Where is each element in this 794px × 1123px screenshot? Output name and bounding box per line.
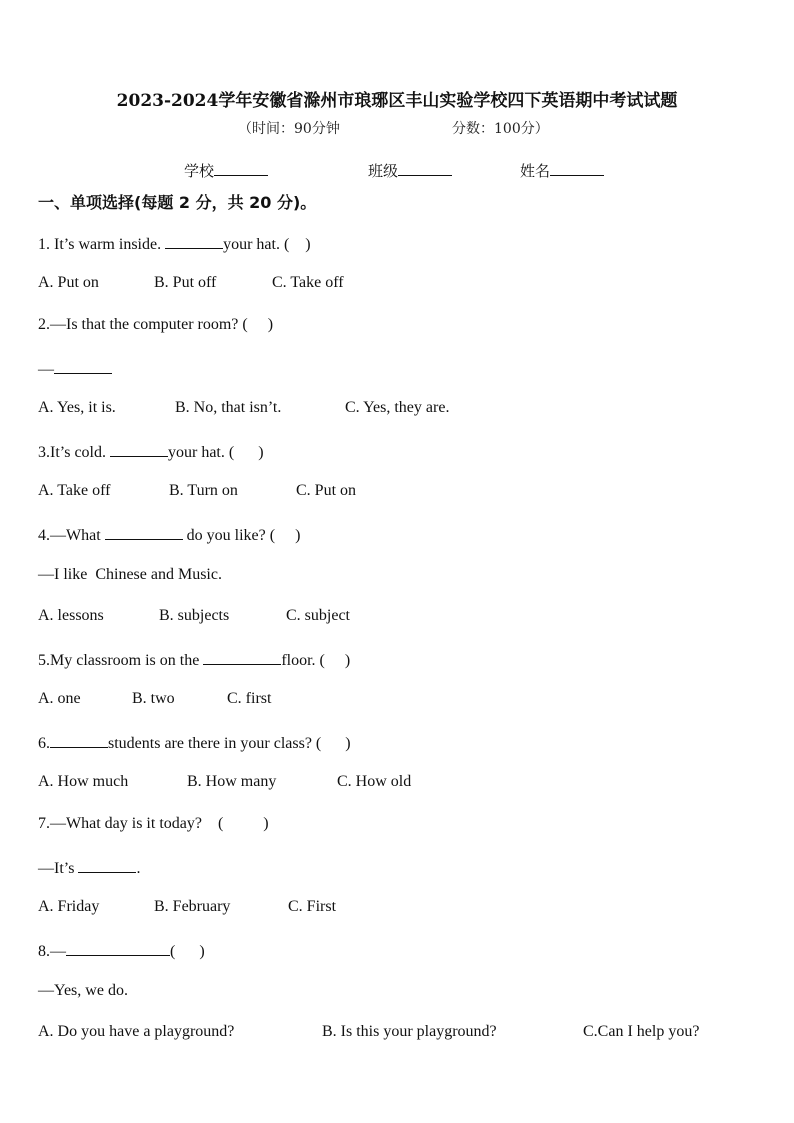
q3-blank[interactable] <box>110 441 168 457</box>
exam-time: （时间：90分钟 <box>238 121 340 137</box>
q4-option-c[interactable]: C. subject <box>286 607 350 624</box>
name-field[interactable] <box>520 160 604 181</box>
q1-option-a[interactable]: A. Put on <box>38 274 99 291</box>
q5-blank[interactable] <box>203 649 281 665</box>
q6-option-a[interactable]: A. How much <box>38 773 129 790</box>
q1-option-b[interactable]: B. Put off <box>154 274 217 291</box>
question-4 <box>38 524 300 545</box>
class-field[interactable] <box>368 160 452 181</box>
q5-option-b[interactable]: B. two <box>132 690 175 707</box>
section-heading: 一、单项选择(每题 2 分，共 20 分)。 <box>38 193 317 212</box>
q6-option-c[interactable]: C. How old <box>337 773 412 790</box>
school-field[interactable] <box>184 160 268 181</box>
q8-stem-b: ( ) <box>170 943 205 960</box>
question-2: 2.—Is that the computer room? ( ) <box>38 316 274 333</box>
q3-option-c[interactable]: C. Put on <box>296 482 357 499</box>
q8-stem-a: 8.— <box>38 943 66 960</box>
q4-blank[interactable] <box>105 524 183 540</box>
q3-option-a[interactable]: A. Take off <box>38 482 111 499</box>
q1-stem-a: 1. It’s warm inside. <box>38 236 166 253</box>
exam-title: 2023-2024学年安徽省滁州市琅琊区丰山实验学校四下英语期中考试试题 <box>116 91 678 111</box>
q8-option-b[interactable]: B. Is this your playground? <box>322 1023 497 1040</box>
class-label: 班级 <box>368 162 399 180</box>
q1-stem-b: your hat. ( ) <box>223 236 311 253</box>
q7-blank[interactable] <box>78 857 136 873</box>
q7-option-a[interactable]: A. Friday <box>38 898 100 915</box>
q2-blank[interactable] <box>54 358 112 374</box>
q6-blank[interactable] <box>50 732 108 748</box>
q2-option-b[interactable]: B. No, that isn’t. <box>175 399 282 416</box>
q7-answer-b: . <box>136 860 141 877</box>
q4-stem-a: 4.—What <box>38 527 105 544</box>
q5-option-c[interactable]: C. first <box>227 690 272 707</box>
question-8 <box>38 940 205 961</box>
class-blank[interactable] <box>398 161 452 176</box>
q5-stem-b: floor. ( ) <box>281 652 351 669</box>
q6-option-b[interactable]: B. How many <box>187 773 277 790</box>
q7-option-b[interactable]: B. February <box>154 898 231 915</box>
q2-answer-prefix: — <box>38 361 54 378</box>
q7-answer-line <box>38 857 140 878</box>
q7-answer-a: —It’s <box>38 860 79 877</box>
q8-option-c[interactable]: C.Can I help you? <box>583 1023 700 1040</box>
q8-option-a[interactable]: A. Do you have a playground? <box>38 1023 235 1040</box>
q8-blank[interactable] <box>66 940 170 956</box>
q5-stem-a: 5.My classroom is on the <box>38 652 204 669</box>
q2-option-c[interactable]: C. Yes, they are. <box>345 399 450 416</box>
question-7: 7.—What day is it today? ( ) <box>38 815 269 832</box>
q2-answer-line <box>38 358 112 379</box>
exam-score: 分数：100分） <box>452 121 549 137</box>
q3-stem-a: 3.It’s cold. <box>38 444 110 461</box>
school-blank[interactable] <box>214 161 268 176</box>
q1-option-c[interactable]: C. Take off <box>272 274 344 291</box>
q5-option-a[interactable]: A. one <box>38 690 81 707</box>
q3-stem-b: your hat. ( ) <box>168 444 264 461</box>
q4-option-a[interactable]: A. lessons <box>38 607 104 624</box>
name-label: 姓名 <box>520 162 551 180</box>
question-1 <box>38 233 311 254</box>
q3-option-b[interactable]: B. Turn on <box>169 482 238 499</box>
q7-option-c[interactable]: C. First <box>288 898 337 915</box>
q4-option-b[interactable]: B. subjects <box>159 607 230 624</box>
q4-answer: —I like Chinese and Music. <box>38 566 222 583</box>
name-blank[interactable] <box>550 161 604 176</box>
question-6 <box>38 732 351 753</box>
q2-option-a[interactable]: A. Yes, it is. <box>38 399 116 416</box>
q6-stem-b: students are there in your class? ( ) <box>108 735 351 752</box>
question-5 <box>38 649 350 670</box>
q1-blank[interactable] <box>165 233 223 249</box>
question-3 <box>38 441 264 462</box>
school-label: 学校 <box>184 162 215 180</box>
q6-stem-a: 6. <box>38 735 50 752</box>
q8-answer: —Yes, we do. <box>38 982 128 999</box>
q4-stem-b: do you like? ( ) <box>182 527 301 544</box>
